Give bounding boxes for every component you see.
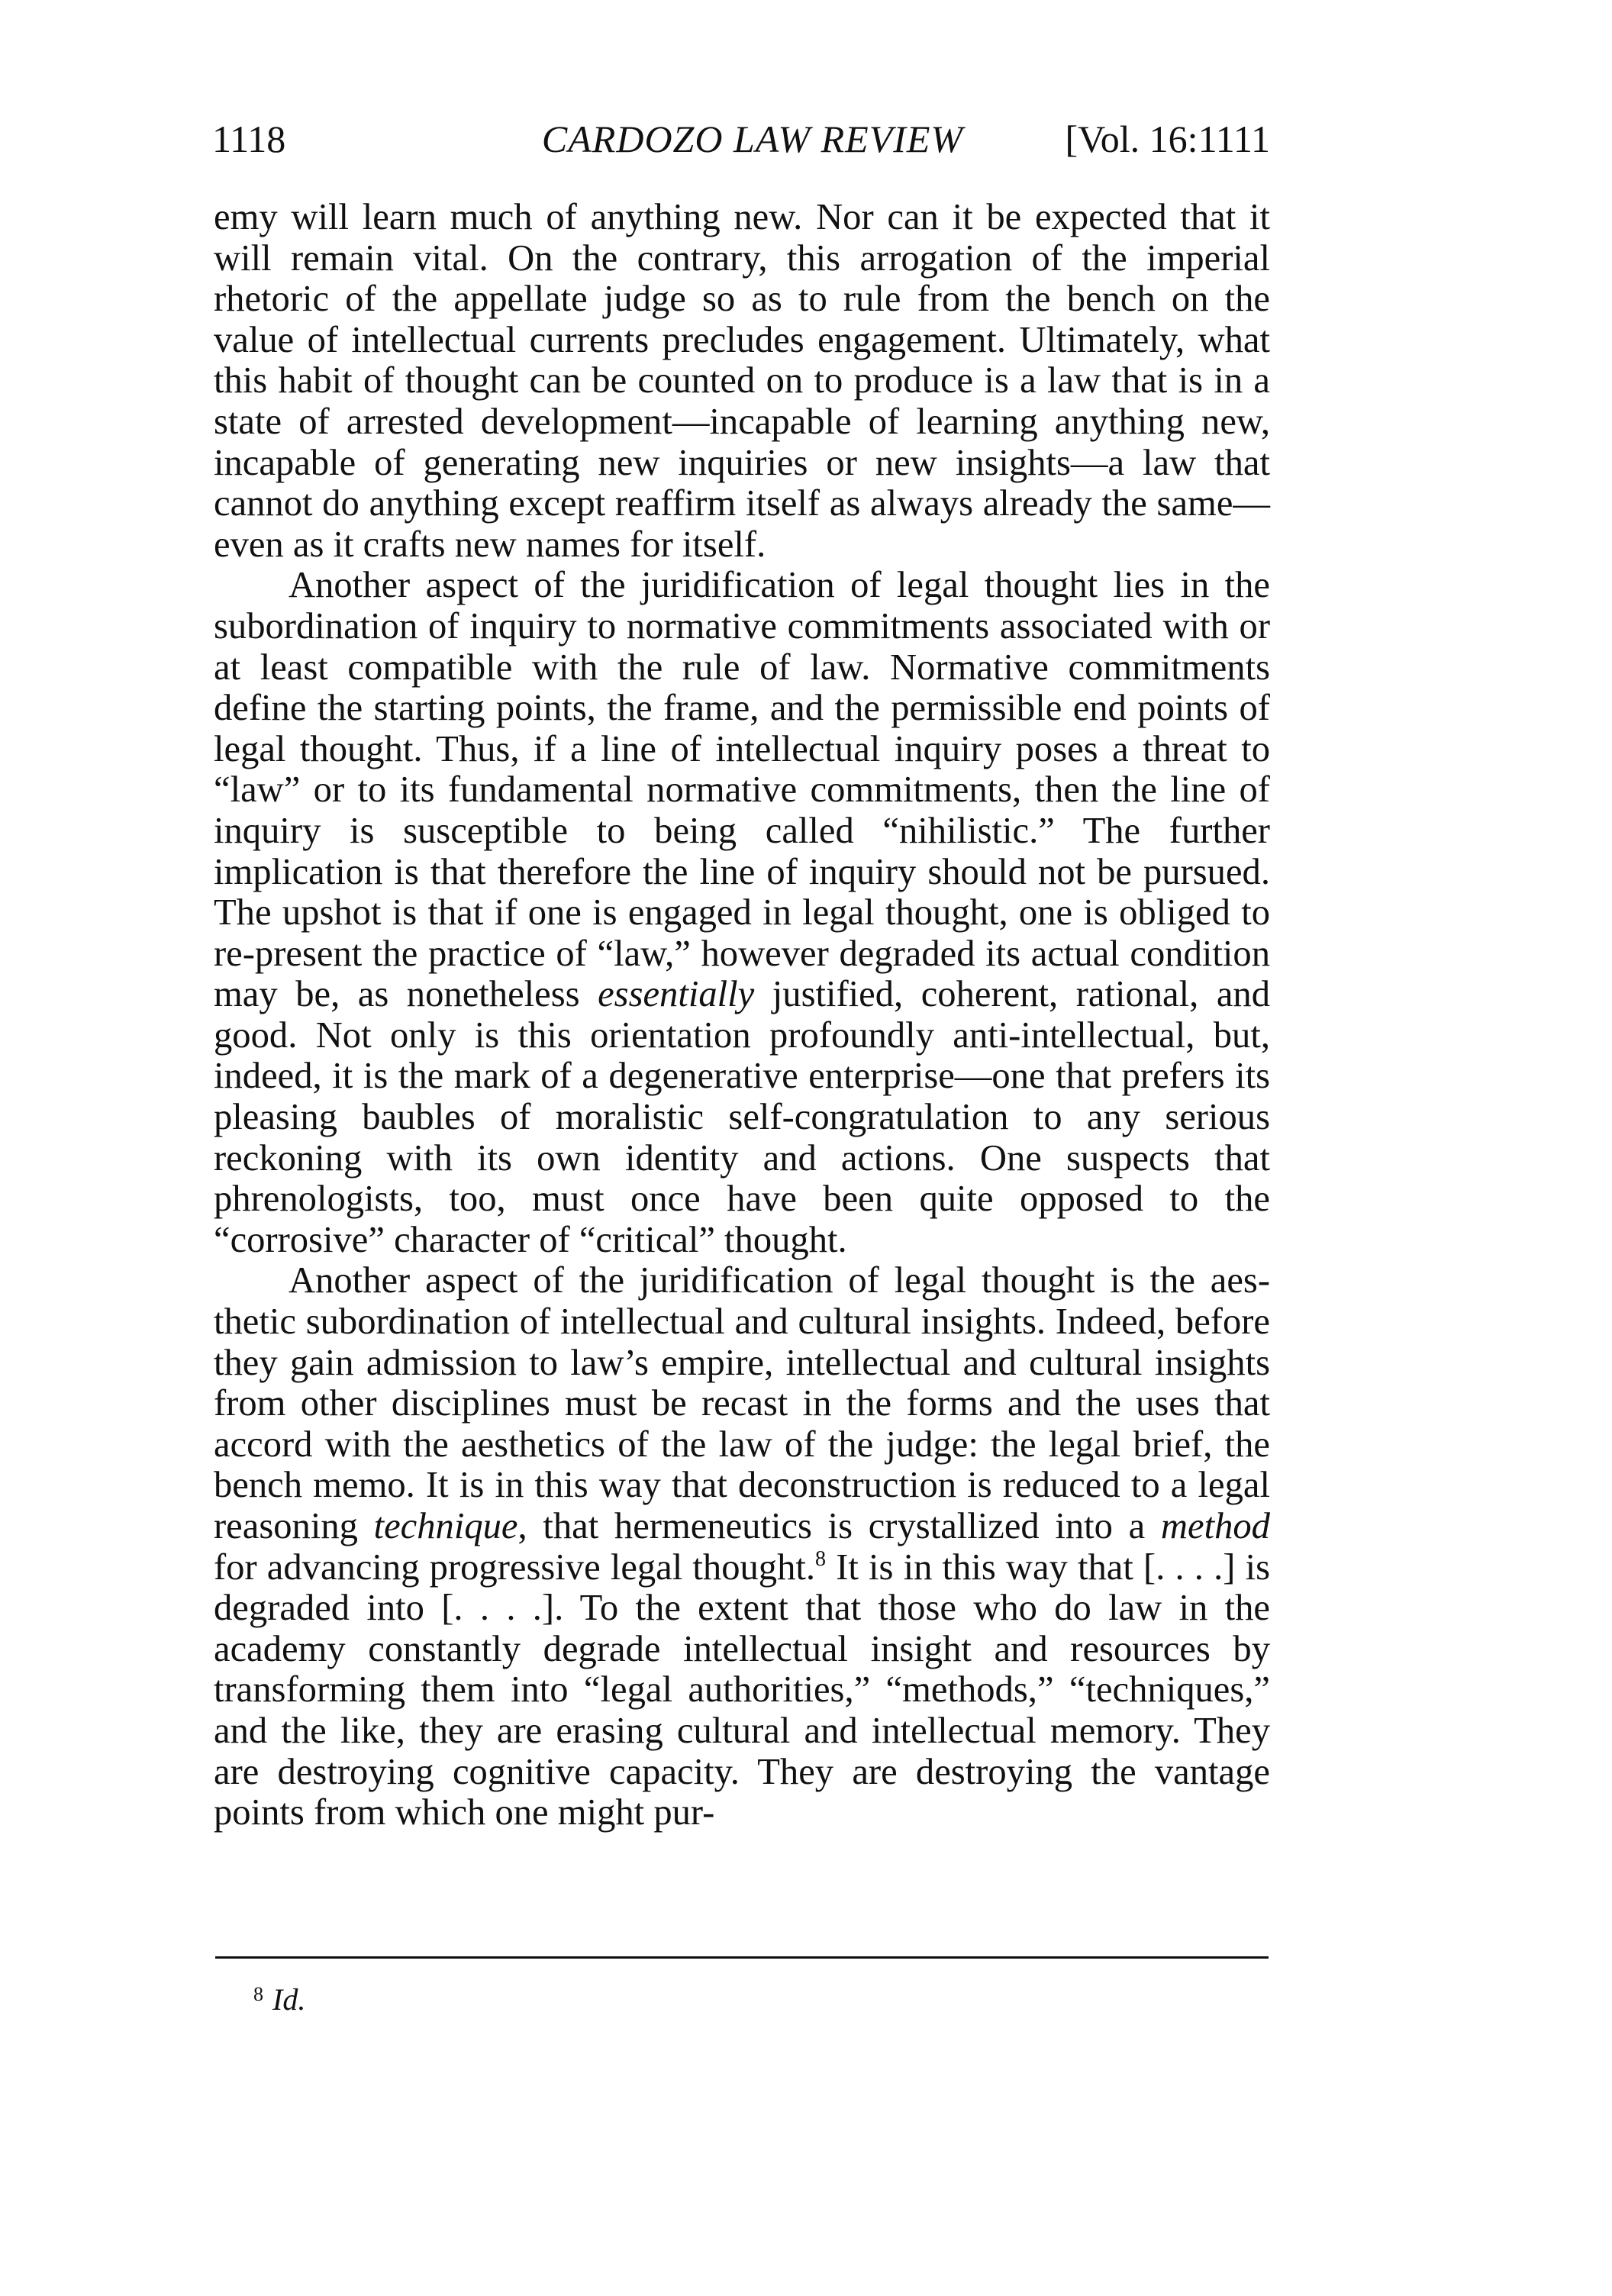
body-text [214,197,1270,1833]
emphasis-essentially: essentially [598,973,755,1015]
journal-title: CARDOZO LAW REVIEW [541,118,964,160]
running-head [212,114,1270,163]
volume-citation: [Vol. 16:1111 [1065,118,1270,160]
paragraph-3-text-b: , that hermeneutics is crystallized into a [517,1505,1146,1546]
footnote-number: 8 [253,1983,263,2005]
paragraph-2 [214,565,1270,1260]
paragraph-2-text-a: Another aspect of the juridification of legal thought lies in the subordination of inquiry to normative commitments associated with or at least compatible with the rule of law. Normative commitments define the starting points, the frame, and the permissible end points of legal thought. Thus, if a line of intellectual inquiry poses a threat to “law” or to its fundamental normative commitments, then the line of inquiry is susceptible to being called “nihilistic.” The further implication is that therefore the line of inquiry should not be pursued. The upshot is that if one is engaged in legal thought, one is obliged to re-present the practice of “law,” however degraded its actual condition may be, as nonetheless [214,564,1270,1015]
emphasis-technique: technique [373,1505,518,1546]
footnote-reference-8[interactable]: 8 [815,1546,827,1571]
paragraph-3 [214,1260,1270,1833]
footnote-text: Id. [272,1982,306,2017]
footnote-8 [253,1975,305,2019]
emphasis-method: method [1160,1505,1270,1546]
paragraph-3-text-c: for advancing progressive legal thought. [214,1546,816,1588]
paragraph-1: emy will learn much of anything new. Nor can it be expected that it will remain vital. On the contrary, this arrogation of the imperial rhetoric of the appellate judge so as to rule from the bench on the value of intellectual currents precludes engagement. Ultimately, what this habit of thought can be counted on to produce is a law that is in a state of arrested development—incapable of learning anything new, incapable of generating new inquiries or new insights—a law that cannot do anything except reaffirm itself as always already the same—even as it crafts new names for itself. [214,196,1270,565]
paragraph-3-text-a: Another aspect of the juridification of legal thought is the aesthetic subordination of intellectual and cultural insights. Indeed, before they gain admission to law’s empire, intellectual and cultural insights from other disciplines must be recast in the forms and the uses that accord with the aesthetics of the law of the judge: the legal brief, the bench memo. It is in this way that deconstruction is reduced to a legal reasoning [214,1259,1270,1546]
paragraph-3-text-d: It is in this way that [. . . .] is degraded into [. . . .]. To the extent that those who do law in the academy constantly degrade intellectual insight and resources by transforming them into “legal authorities,” “methods,” “techniques,” and the like, they are erasing cultural and intellectual memory. They are destroying cognitive capacity. They are destroying the vantage points from which one might pur- [214,1546,1270,1833]
page-number: 1118 [212,118,286,160]
footnote-divider [215,1956,1269,1959]
paragraph-2-text-b: justified, coherent, rational, and good. Not only is this orientation profoundly anti-intellectual, but, indeed, it is the mark of a degenerative enterprise—one that prefers its pleasing baubles of moralistic self-congratulation to any serious reckoning with its own identity and actions. One suspects that phrenologists, too, must once have been quite opposed to the “corrosive” character of “critical” thought. [214,973,1270,1260]
